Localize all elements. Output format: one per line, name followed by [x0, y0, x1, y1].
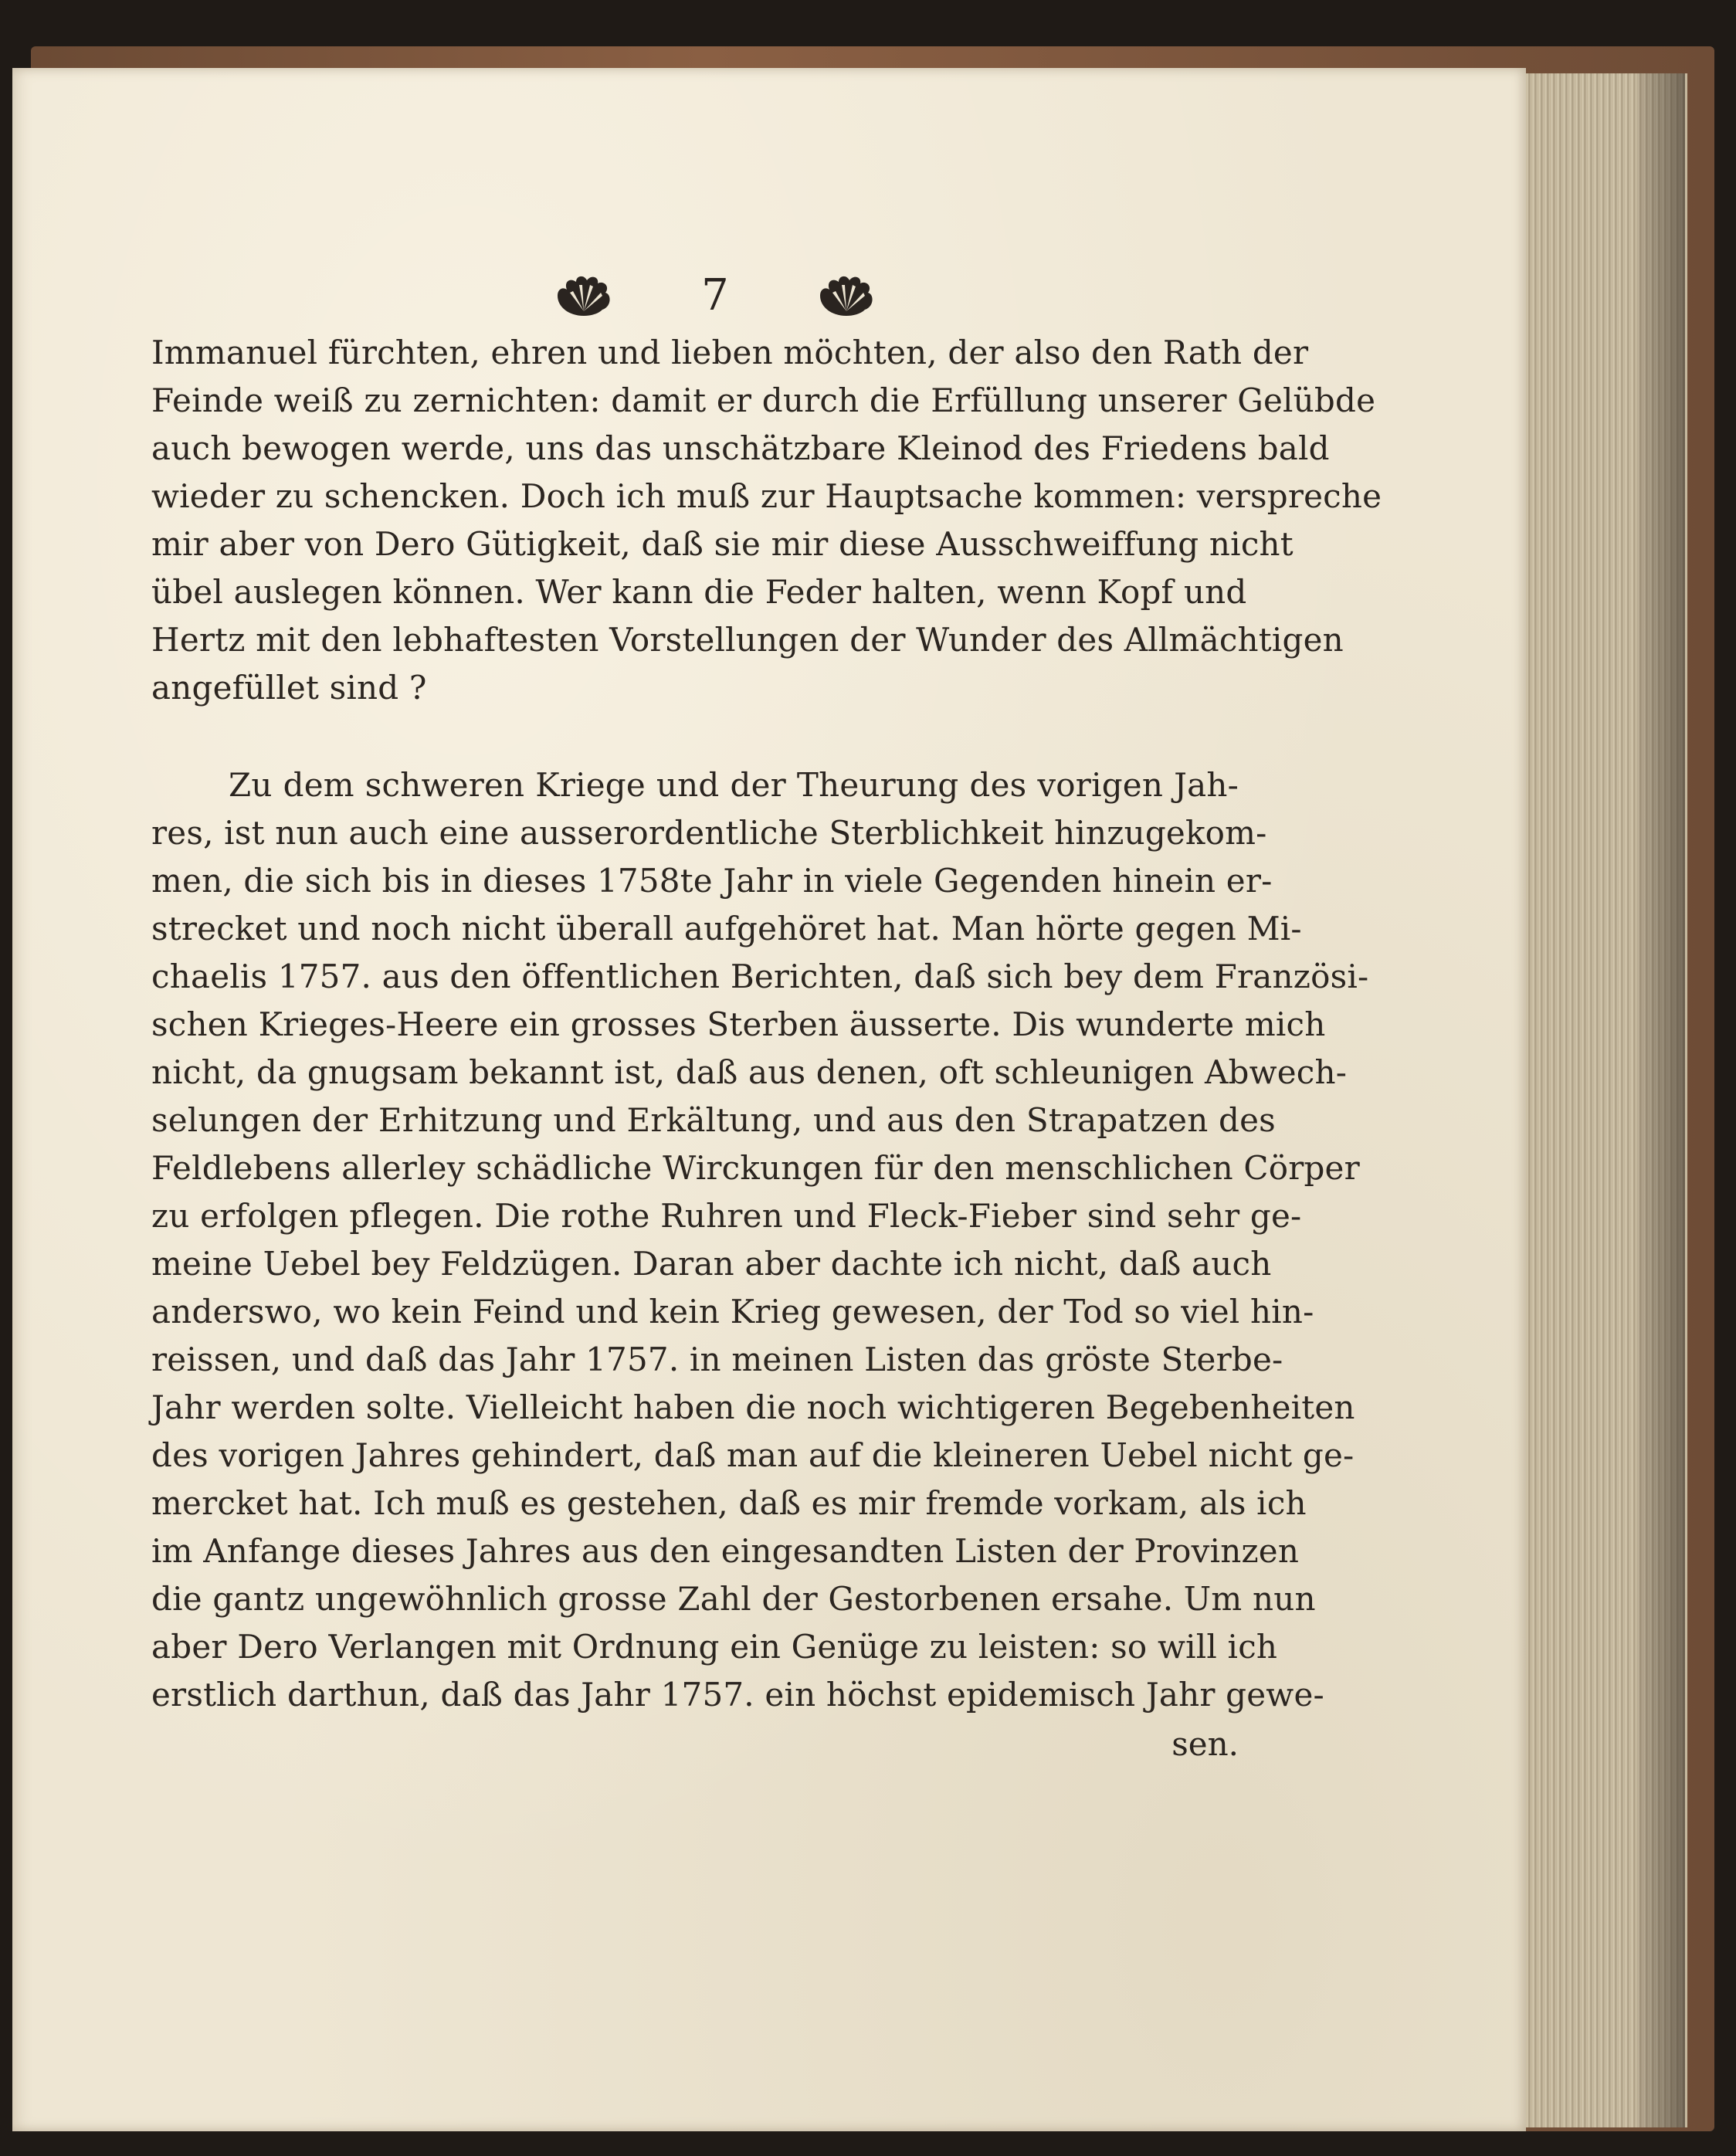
text-line: nicht, da gnugsam bekannt ist, daß aus denen, oft schleunigen Abwech-: [151, 1053, 1348, 1091]
paragraph-gap: [151, 712, 1239, 761]
text-line: anderswo, wo kein Feind und kein Krieg gewesen, der Tod so viel hin-: [151, 1293, 1314, 1331]
text-line: zu erfolgen pflegen. Die rothe Ruhren und Fleck-Fieber sind sehr ge-: [151, 1197, 1302, 1235]
text-line: meine Uebel bey Feldzügen. Daran aber dachte ich nicht, daß auch: [151, 1245, 1272, 1283]
left-fleuron-ornament: [553, 273, 615, 319]
text-line: res, ist nun auch eine ausserordentliche Sterblichkeit hinzugekom-: [151, 814, 1267, 852]
text-line: mir aber von Dero Gütigkeit, daß sie mir diese Ausschweiffung nicht: [151, 525, 1294, 563]
page-header: [553, 261, 877, 331]
text-line: angefüllet sind ?: [151, 669, 427, 707]
text-line: Hertz mit den lebhaftesten Vorstellungen der Wunder des Allmächtigen: [151, 621, 1344, 659]
text-line: im Anfange dieses Jahres aus den eingesandten Listen der Provinzen: [151, 1532, 1300, 1570]
text-line: reissen, und daß das Jahr 1757. in meinen Listen das gröste Sterbe-: [151, 1341, 1283, 1378]
text-line: Feldlebens allerley schädliche Wirckungen für den menschlichen Cörper: [151, 1149, 1360, 1187]
text-line: Immanuel fürchten, ehren und lieben möchten, der also den Rath der: [151, 334, 1309, 371]
text-line: wieder zu schencken. Doch ich muß zur Hauptsache kommen: verspreche: [151, 477, 1382, 515]
text-line: übel auslegen können. Wer kann die Feder halten, wenn Kopf und: [151, 573, 1247, 611]
text-line: Jahr werden solte. Vielleicht haben die noch wichtigeren Begebenheiten: [151, 1388, 1355, 1426]
fore-edge-shadow: [1637, 73, 1685, 2127]
text-line: die gantz ungewöhnlich grosse Zahl der Gestorbenen ersahe. Um nun: [151, 1580, 1316, 1618]
paragraph-2: [151, 761, 1369, 1719]
text-line: strecket und noch nicht überall aufgehöret hat. Man hörte gegen Mi-: [151, 910, 1302, 947]
text-line: erstlich darthun, daß das Jahr 1757. ein höchst epidemisch Jahr gewe-: [151, 1676, 1324, 1714]
text-line: Zu dem schweren Kriege und der Theurung des vorigen Jah-: [229, 766, 1239, 804]
page-number: 7: [701, 270, 729, 320]
text-line: aber Dero Verlangen mit Ordnung ein Genüge zu leisten: so will ich: [151, 1628, 1278, 1666]
text-line: men, die sich bis in dieses 1758te Jahr in viele Gegenden hinein er-: [151, 862, 1273, 900]
text-line: schen Krieges-Heere ein grosses Sterben äusserte. Dis wunderte mich: [151, 1005, 1326, 1043]
text-line: auch bewogen werde, uns das unschätzbare Kleinod des Friedens bald: [151, 429, 1330, 467]
text-line: des vorigen Jahres gehindert, daß man auf die kleineren Uebel nicht ge-: [151, 1436, 1355, 1474]
text-line: selungen der Erhitzung und Erkältung, und aus den Strapatzen des: [151, 1101, 1276, 1139]
right-fleuron-ornament: [815, 273, 877, 319]
body-text: [151, 329, 1382, 1719]
text-line: mercket hat. Ich muß es gestehen, daß es mir fremde vorkam, als ich: [151, 1484, 1307, 1522]
paragraph-1: [151, 329, 1382, 712]
catchword: sen.: [1171, 1725, 1239, 1763]
text-line: Feinde weiß zu zernichten: damit er durch die Erfüllung unserer Gelübde: [151, 381, 1376, 419]
text-line: chaelis 1757. aus den öffentlichen Berichten, daß sich bey dem Französi-: [151, 958, 1369, 995]
